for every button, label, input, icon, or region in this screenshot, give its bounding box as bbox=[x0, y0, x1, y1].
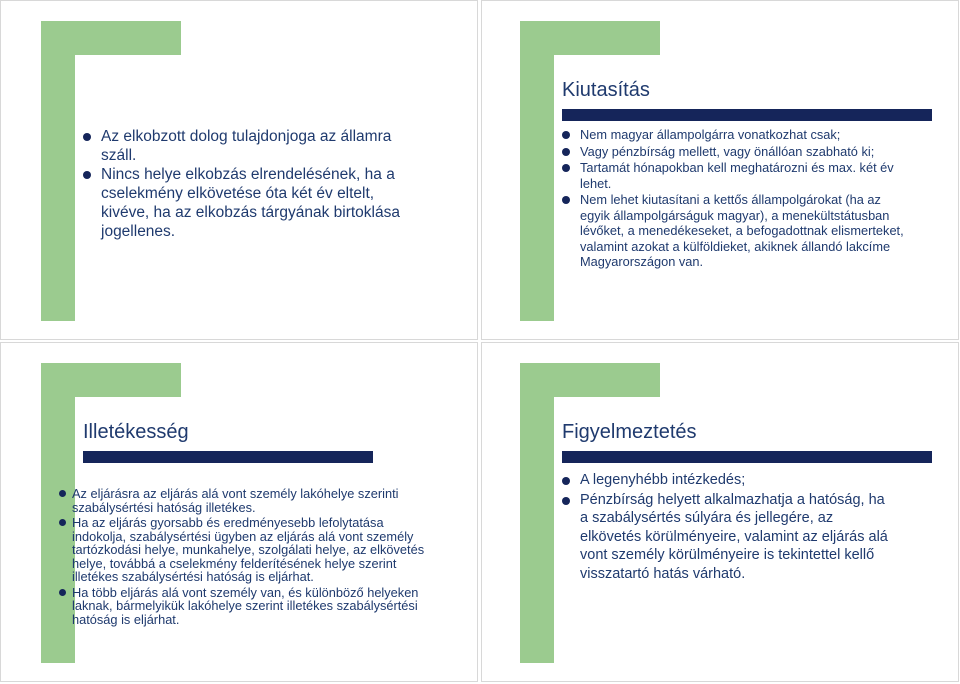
slide-title: Kiutasítás bbox=[562, 79, 650, 101]
slide-decoration-left bbox=[520, 21, 554, 321]
slide-decoration-left bbox=[520, 363, 554, 663]
slide-kiutasitas bbox=[481, 0, 959, 340]
slide-figyelmeztetes bbox=[481, 342, 959, 682]
bullet-list bbox=[562, 127, 907, 271]
slide-elkobzas bbox=[0, 0, 478, 340]
bullet-item: Pénzbírság helyett alkalmazhatja a hatóság, ha a szabálysértés súlyára és jellegére, az elkövetés körülményeire, valamint az eljárás alá vont személy körülményeire is tekintettel kellő visszatartó hatás várható. bbox=[562, 491, 892, 584]
slide-title: Figyelmeztetés bbox=[562, 421, 697, 443]
bullet-list bbox=[59, 487, 429, 628]
bullet-item: Vagy pénzbírság mellett, vagy önállóan szabható ki; bbox=[562, 144, 907, 160]
bullet-item: A legenyhébb intézkedés; bbox=[562, 471, 892, 490]
slide-title: Illetékesség bbox=[83, 421, 189, 443]
bullet-item: Az eljárásra az eljárás alá vont személy lakóhelye szerinti szabálysértési hatóság illetékes. bbox=[59, 487, 429, 514]
bullet-item: Ha több eljárás alá vont személy van, és különböző helyeken laknak, bármelyikük lakóhelye szerint illetékes szabálysértési hatóság is eljárhat. bbox=[59, 586, 429, 627]
title-underline bbox=[83, 451, 373, 463]
bullet-item: Nincs helye elkobzás elrendelésének, ha a cselekmény elkövetése óta két év eltelt, kivéve, ha az elkobzás tárgyának birtoklása jogellenes. bbox=[83, 165, 413, 241]
slide-decoration-left bbox=[41, 21, 75, 321]
title-underline bbox=[562, 451, 932, 463]
bullet-list bbox=[562, 471, 892, 584]
bullet-list bbox=[83, 127, 413, 241]
title-underline bbox=[562, 109, 932, 121]
slide-illetekesseg bbox=[0, 342, 478, 682]
bullet-item: Ha az eljárás gyorsabb és eredményesebb lefolytatása indokolja, szabálysértési ügyben az eljárás alá vont személy tartózkodási helye, munkahelye, szolgálati helye, az elkövetés helye, továbbá a cselekmény felderítésének helye szerint illetékes szabálysértési hatóság is eljárhat. bbox=[59, 516, 429, 584]
bullet-item: Tartamát hónapokban kell meghatározni és max. két év lehet. bbox=[562, 160, 907, 191]
bullet-item: Nem lehet kiutasítani a kettős állampolgárokat (ha az egyik állampolgárságuk magyar), a menekültstátusban lévőket, a menedékeseket, a befogadottnak elismerteket, valamint azokat a külföldieket, akiknek állandó lakcíme Magyarországon van. bbox=[562, 192, 907, 270]
bullet-item: Nem magyar állampolgárra vonatkozhat csak; bbox=[562, 127, 907, 143]
bullet-item: Az elkobzott dolog tulajdonjoga az államra száll. bbox=[83, 127, 413, 165]
